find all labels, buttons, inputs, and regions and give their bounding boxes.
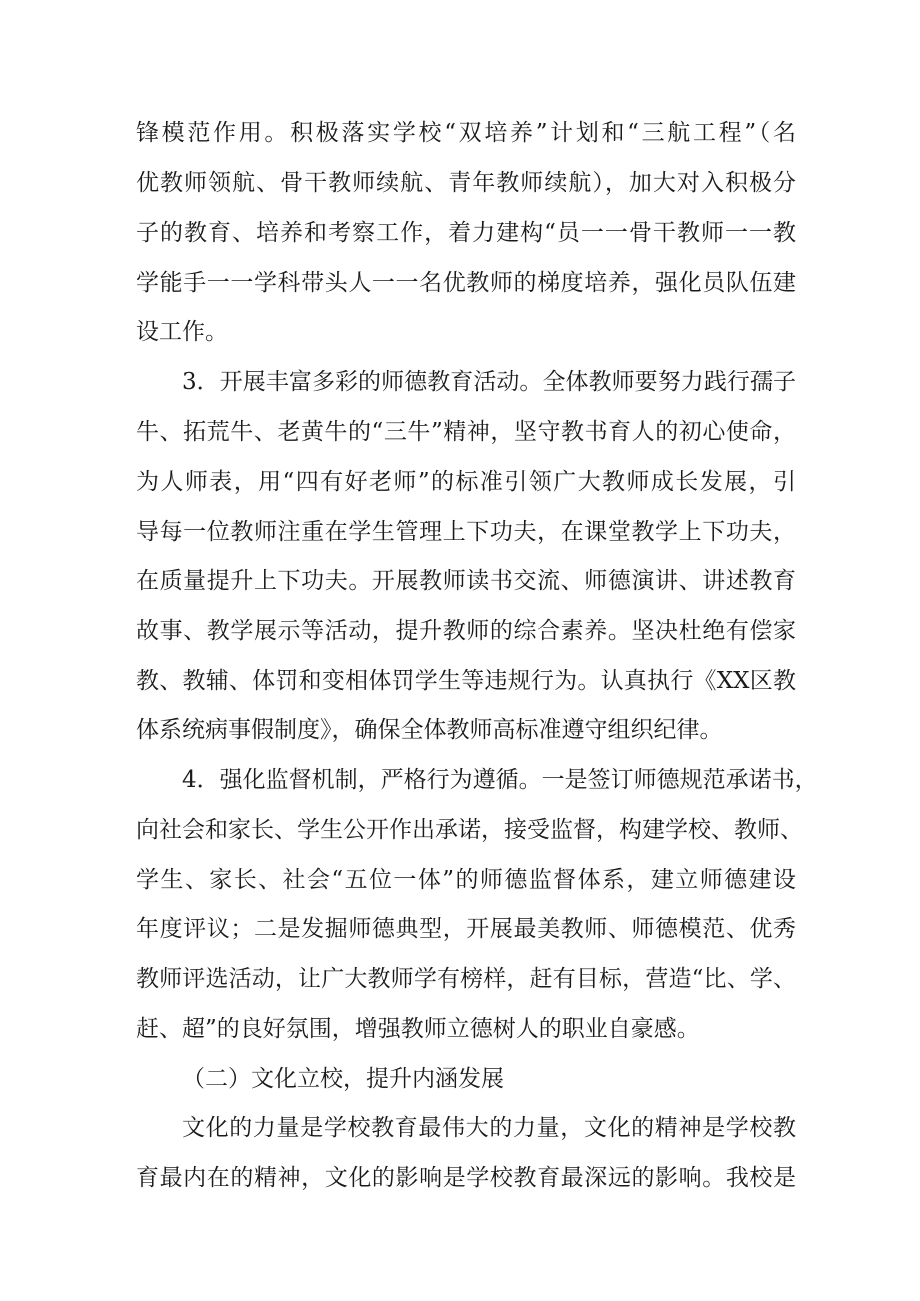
text-line: 优教师领航、骨干教师续航、青年教师续航），加大对入积极分	[136, 170, 796, 196]
paragraph-4-first-line: 4．强化监督机制，严格行为遵循。一是签订师德规范承诺书，	[182, 767, 818, 793]
paragraph-culture-first-line: 文化的力量是学校教育最伟大的力量，文化的精神是学校教	[182, 1115, 796, 1141]
text-line: 向社会和家长、学生公开作出承诺，接受监督，构建学校、教师、	[136, 817, 803, 843]
text-line: 锋模范作用。积极落实学校“双培养”计划和“三航工程”（名	[136, 120, 796, 146]
text-line: 故事、教学展示等活动，提升教师的综合素养。坚决杜绝有偿家	[136, 618, 796, 644]
text-line: 学能手一一学科带头人一一名优教师的梯度培养，强化员队伍建	[136, 270, 796, 296]
text-line: 体系统病事假制度》，确保全体教师高标准遵守组织纪律。	[136, 717, 723, 743]
text-line: 在质量提升上下功夫。开展教师读书交流、师德演讲、讲述教育	[136, 568, 796, 594]
section-heading: （二）文化立校，提升内涵发展	[182, 1066, 504, 1092]
text-line: 牛、拓荒牛、老黄牛的“三牛”精神，坚守教书育人的初心使命，	[136, 419, 796, 445]
text-line: 赶、超”的良好氛围，增强教师立德树人的职业自豪感。	[136, 1016, 700, 1042]
text-line: 学生、家长、社会“五位一体”的师德监督体系，建立师德建设	[136, 867, 796, 893]
text-line: 子的教育、培养和考察工作，着力建构“员一一骨干教师一一教	[136, 220, 796, 246]
text-line: 年度评议；二是发掘师德典型，开展最美教师、师德模范、优秀	[136, 916, 796, 942]
paragraph-3-first-line: 3．开展丰富多彩的师德教育活动。全体教师要努力践行孺子	[182, 369, 796, 395]
text-line: 设工作。	[136, 319, 228, 345]
text-line: 导每一位教师注重在学生管理上下功夫，在课堂教学上下功夫，	[136, 519, 796, 545]
text-line: 教、教辅、体罚和变相体罚学生等违规行为。认真执行《XX区教	[136, 668, 796, 694]
text-line: 为人师表，用“四有好老师”的标准引领广大教师成长发展，引	[136, 469, 796, 495]
text-line: 育最内在的精神，文化的影响是学校教育最深远的影响。我校是	[136, 1165, 796, 1191]
text-line: 教师评选活动，让广大教师学有榜样，赶有目标，营造“比、学、	[136, 966, 796, 992]
